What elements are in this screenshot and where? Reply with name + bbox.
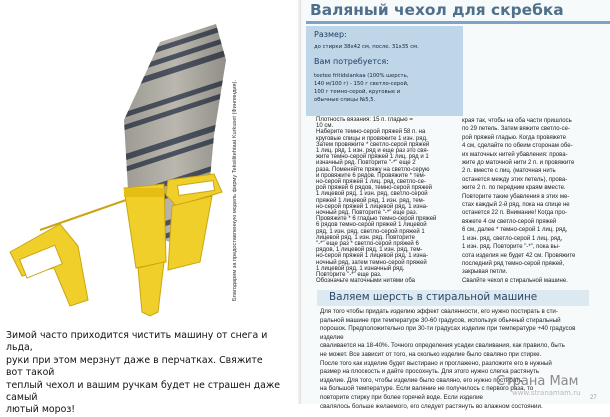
watermark: [486, 372, 606, 400]
felting-heading: Валяем шерсть в стиральной машине: [329, 291, 538, 303]
text-line: 2 п. вместе с лиц. (маточная нить: [462, 168, 556, 175]
text-line: рой пряжей 6 рядов, темно-серой пряжей: [316, 185, 433, 192]
text-line: Наберите темно-серой пряжей 58 п. на: [316, 129, 426, 136]
article-title: Валяный чехол для скребка: [310, 1, 564, 19]
caption-line: теплый чехол и вашим ручкам будет не страшен даже самый: [6, 379, 281, 404]
text-line: закрывая петли.: [462, 269, 508, 276]
text-line: 10 см.: [316, 123, 334, 130]
text-line: Повторите "-*" еще раз.: [316, 272, 382, 279]
knitted-cover-photo: [0, 0, 300, 330]
text-line: стах каждый 2-й ряд, пока на спице не: [462, 202, 570, 209]
text-line: 1 изн. ряд. Повторите "-*", пока вы-: [462, 244, 560, 251]
side-credit-text: Благодарим за предоставленную модель фирму Teksiilitehtaat Kurkuset (Финляндия).: [232, 80, 238, 302]
text-line: свалялось больше желаемого, его следует растянуть во влажном состоянии.: [320, 402, 543, 410]
text-line: 1 лиц. ряд, 1 изн. ряд и еще раз это свя-: [316, 148, 429, 155]
text-line: 1 изн. ряд, светло-серой 1 лиц. ряд,: [462, 235, 563, 242]
text-line: жите темно-серой пряжей 1 лиц. ряд и 1: [316, 154, 429, 161]
text-line: 6 рядов темно-серой пряжей 1 лицевой: [316, 222, 427, 229]
materials-line: teetee fritidslankaa (100% шерсть,: [314, 73, 409, 79]
text-line: жите до маточной нити 2 п. и провяжите: [462, 160, 575, 167]
text-line: ночный ряд. Повторите "-*" еще раз.: [316, 210, 418, 217]
left-page: [0, 0, 300, 416]
text-line: рой пряжей гладью. Когда провяжете: [462, 134, 566, 141]
instructions-column-1: [316, 117, 456, 287]
text-line: ночный ряд, затем темно-серой пряжей: [316, 259, 427, 266]
text-line: Для того чтобы придать изделию эффект свалянности, его нужно постирать в сти-: [320, 308, 558, 315]
text-line: но-серой пряжей 1 лиц. ряд, светло-се-: [316, 179, 426, 186]
text-line: пряжей 1 лицевой ряд, 1 изн. ряд, тем-: [316, 197, 425, 204]
text-line: останется 22 п. Внимание! Когда про-: [462, 210, 567, 217]
title-rule: [306, 21, 610, 24]
caption-line: руки при этом мерзнут даже в перчатках. Свяжите вот такой: [6, 354, 263, 379]
text-line: порошок. Предположительно при 30-ти градусах изделие при температуре +40 градусов изделие: [320, 325, 576, 341]
materials-heading: Вам потребуется:: [314, 57, 389, 66]
text-line: повторите стирку при более горячей воде. Если изделие: [320, 393, 483, 401]
side-credit: [226, 80, 240, 310]
text-line: раза. Поменяйте пряжу на светло-серую: [316, 166, 430, 173]
text-line: лицевой ряд, 1 изн. ряд. Повторите: [316, 234, 415, 241]
text-line: края так, чтобы на оба части пришлось: [462, 118, 572, 124]
text-line: но-серой пряжей 1 лицевой ряд, 1 изна-: [316, 203, 428, 210]
materials-line: 100 г темно-серой, круговые и: [314, 89, 401, 95]
text-line: Повторите такие убавления в этих ме-: [462, 193, 570, 200]
text-line: Свалйте чехол в стиральной машине.: [462, 277, 568, 284]
felting-section-band: [317, 290, 589, 306]
text-line: и провяжите 6 рядов. Провяжите * тем-: [316, 172, 426, 179]
text-line: рядов, 1 лицевой ряд, 1 изн. ряд, тем-: [316, 247, 423, 254]
text-line: сота изделия не будет 42 см. Провяжите: [462, 252, 576, 259]
text-line: круговые спицы и провяжите 1 изн. ряд.: [316, 135, 428, 142]
instructions-column-2: [462, 117, 604, 287]
ice-scraper: [10, 174, 222, 316]
text-line: 1 лицевой ряд, 1 изначный ряд.: [316, 265, 405, 272]
text-line: жите 2 п. по передним краям вместе.: [462, 185, 566, 192]
text-line: сваливается на 18-40%. Точного определения усадки сваливания, как правило, быть: [320, 342, 565, 350]
text-line: ряд, 1 изн. ряд, светло-серой пряжей 1: [316, 228, 425, 235]
watermark-text: Страна Мам: [496, 374, 579, 389]
size-heading: Размер:: [314, 30, 347, 39]
text-line: их маточных нитей убавления: прова-: [462, 151, 568, 158]
text-line: ральной машине при температуре 30-60 градусов, используя обычный стиральный: [320, 316, 561, 324]
page-number: 27: [590, 395, 597, 401]
text-line: изделие. Для того, чтобы изделие было сваляно, его нужно постирать: [320, 376, 523, 384]
materials-box: [306, 26, 463, 116]
text-line: Плотность вязания: 15 п. гладью =: [316, 117, 413, 123]
text-line: "-*" еще раз * светло-серой пряжей 6: [316, 241, 419, 248]
materials-line: обычные спицы №5,5.: [314, 97, 376, 103]
text-line: После того как изделие будет выстирано и проглажено, разложите его в нужный: [320, 359, 552, 367]
text-line: 1 лицевой ряд, 1 изн. ряд, светло-серой: [316, 191, 428, 198]
materials-line: 140 м/100 г) - 150 г светло-серой,: [314, 81, 409, 87]
text-line: 6 см, далее * темно-серой 1 лиц. ряд,: [462, 227, 568, 234]
intro-caption: [6, 330, 282, 417]
text-line: останется между этих петель), прова-: [462, 176, 568, 183]
text-line: изначный ряд. Повторите "-*" еще 2: [316, 160, 416, 167]
text-line: Обозначьте маточными нитями оба: [316, 278, 415, 285]
caption-line: Зимой часто приходится чистить машину от снега и льда,: [6, 330, 268, 354]
text-line: не может. Все зависит от того, на сколько изделие было сваляно при стирке.: [320, 350, 542, 358]
text-line: по 29 петель. Затем вяжите светло-се-: [462, 126, 570, 133]
text-line: размер на плоскость и дайте просохнуть. Для этого нужно слегка растянуть: [320, 368, 540, 376]
watermark-url: www.stranamam.ru: [512, 389, 581, 397]
caption-line: лютый мороз!: [6, 404, 76, 416]
text-line: Затем провяжите * светло-серой пряжей: [316, 141, 430, 148]
text-line: но-серой пряжей 1 лицевой ряд, 1 изна-: [316, 253, 428, 260]
text-line: вяжете 4 см светло-серой пряжей: [462, 218, 557, 225]
text-line: на большой температуре. Если валяние не получилось с первого раза, то: [320, 385, 534, 393]
text-line: Провяжите * 6 гладью темно-серой пряжей: [316, 216, 437, 223]
size-line: до стирки 38х42 см, после. 31х35 см.: [314, 44, 419, 50]
text-line: 4 см, сделайте по обеим сторонам обе-: [462, 143, 573, 150]
text-line: последний ряд темно-серой пряжей,: [462, 260, 565, 267]
